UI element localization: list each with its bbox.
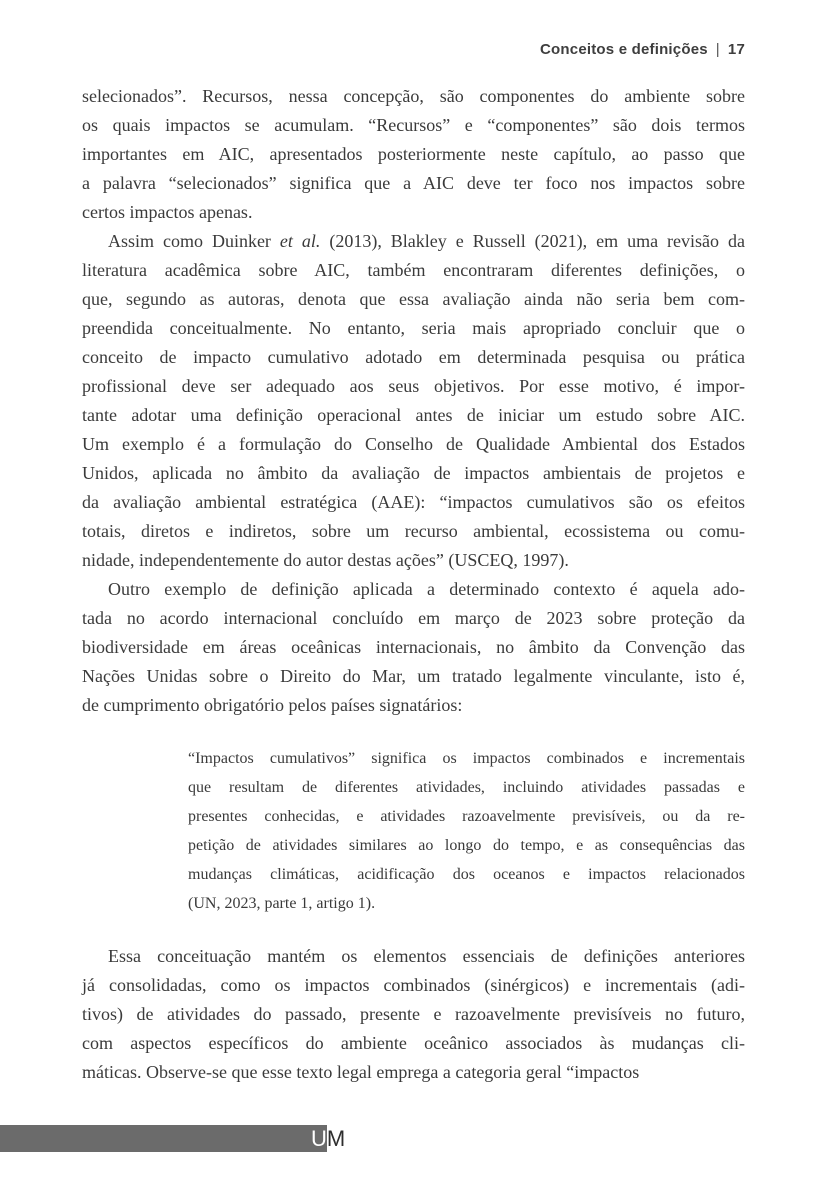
text-line: já consolidadas, como os impactos combinados (sinérgicos) e incrementais (adi-	[82, 975, 745, 995]
text-line: com aspectos específicos do ambiente oceânico associados às mudanças cli-	[82, 1033, 745, 1053]
page-header	[82, 41, 745, 58]
text-line: Um exemplo é a formulação do Conselho de Qualidade Ambiental dos Estados	[82, 434, 745, 454]
paragraph	[82, 575, 745, 720]
text-line: conceito de impacto cumulativo adotado em determinada pesquisa ou prática	[82, 347, 745, 367]
text-line: de cumprimento obrigatório pelos países signatários:	[82, 695, 463, 715]
text-line: presentes conhecidas, e atividades razoavelmente previsíveis, ou da re-	[188, 808, 745, 825]
text-line: (UN, 2023, parte 1, artigo 1).	[188, 895, 376, 912]
text-line: a palavra “selecionados” significa que a AIC deve ter foco nos impactos sobre	[82, 173, 745, 193]
text-line: certos impactos apenas.	[82, 202, 253, 222]
text-line: “Impactos cumulativos” significa os impactos combinados e incrementais	[188, 750, 745, 767]
page-number: 17	[727, 41, 745, 58]
text-line: Assim como Duinker et al. (2013), Blakley e Russell (2021), em uma revisão da	[108, 231, 745, 251]
text-line: que resultam de diferentes atividades, incluindo atividades passadas e	[188, 779, 745, 796]
chapter-word-off-bar: M	[326, 1125, 346, 1151]
blockquote	[188, 744, 745, 918]
text-line: tante adotar uma definição operacional antes de iniciar um estudo sobre AIC.	[82, 405, 745, 425]
text-line: da avaliação ambiental estratégica (AAE): “impactos cumulativos são os efeitos	[82, 492, 745, 512]
text-line: nidade, independentemente do autor destas ações” (USCEQ, 1997).	[82, 550, 569, 570]
paragraph	[82, 942, 745, 1087]
text-line: Outro exemplo de definição aplicada a determinado contexto é aquela ado-	[108, 579, 745, 599]
chapter-number-word	[311, 1125, 345, 1152]
text-line: preendida conceitualmente. No entanto, seria mais apropriado concluir que o	[82, 318, 745, 338]
text-line: Essa conceituação mantém os elementos essenciais de definições anteriores	[108, 946, 745, 966]
text-line: Unidos, aplicada no âmbito da avaliação de impactos ambientais de projetos e	[82, 463, 745, 483]
body-text	[82, 82, 745, 1087]
text-line: importantes em AIC, apresentados posteriormente neste capítulo, ao passo que	[82, 144, 745, 164]
text-line: petição de atividades similares ao longo do tempo, e as consequências das	[188, 837, 745, 854]
chapter-word-on-bar: U	[311, 1125, 327, 1151]
header-separator: |	[715, 41, 720, 58]
text-line: que, segundo as autoras, denota que essa avaliação ainda não seria bem com-	[82, 289, 745, 309]
text-line: totais, diretos e indiretos, sobre um recurso ambiental, ecossistema ou comu-	[82, 521, 745, 541]
text-line: mudanças climáticas, acidificação dos oceanos e impactos relacionados	[188, 866, 745, 883]
chapter-bar	[0, 1125, 327, 1152]
paragraph	[82, 227, 745, 575]
text-line: biodiversidade em áreas oceânicas internacionais, no âmbito da Convenção das	[82, 637, 745, 657]
paragraph	[82, 82, 745, 227]
text-line: tada no acordo internacional concluído em março de 2023 sobre proteção da	[82, 608, 745, 628]
text-line: literatura acadêmica sobre AIC, também encontraram diferentes definições, o	[82, 260, 745, 280]
text-line: selecionados”. Recursos, nessa concepção, são componentes do ambiente sobre	[82, 86, 745, 106]
text-line: profissional deve ser adequado aos seus objetivos. Por esse motivo, é impor-	[82, 376, 745, 396]
text-line: Nações Unidas sobre o Direito do Mar, um tratado legalmente vinculante, isto é,	[82, 666, 745, 686]
running-title: Conceitos e definições	[540, 41, 708, 58]
text-line: tivos) de atividades do passado, presente e razoavelmente previsíveis no futuro,	[82, 1004, 745, 1024]
text-line: os quais impactos se acumulam. “Recursos” e “componentes” são dois termos	[82, 115, 745, 135]
text-line: máticas. Observe-se que esse texto legal emprega a categoria geral “impactos	[82, 1062, 640, 1082]
